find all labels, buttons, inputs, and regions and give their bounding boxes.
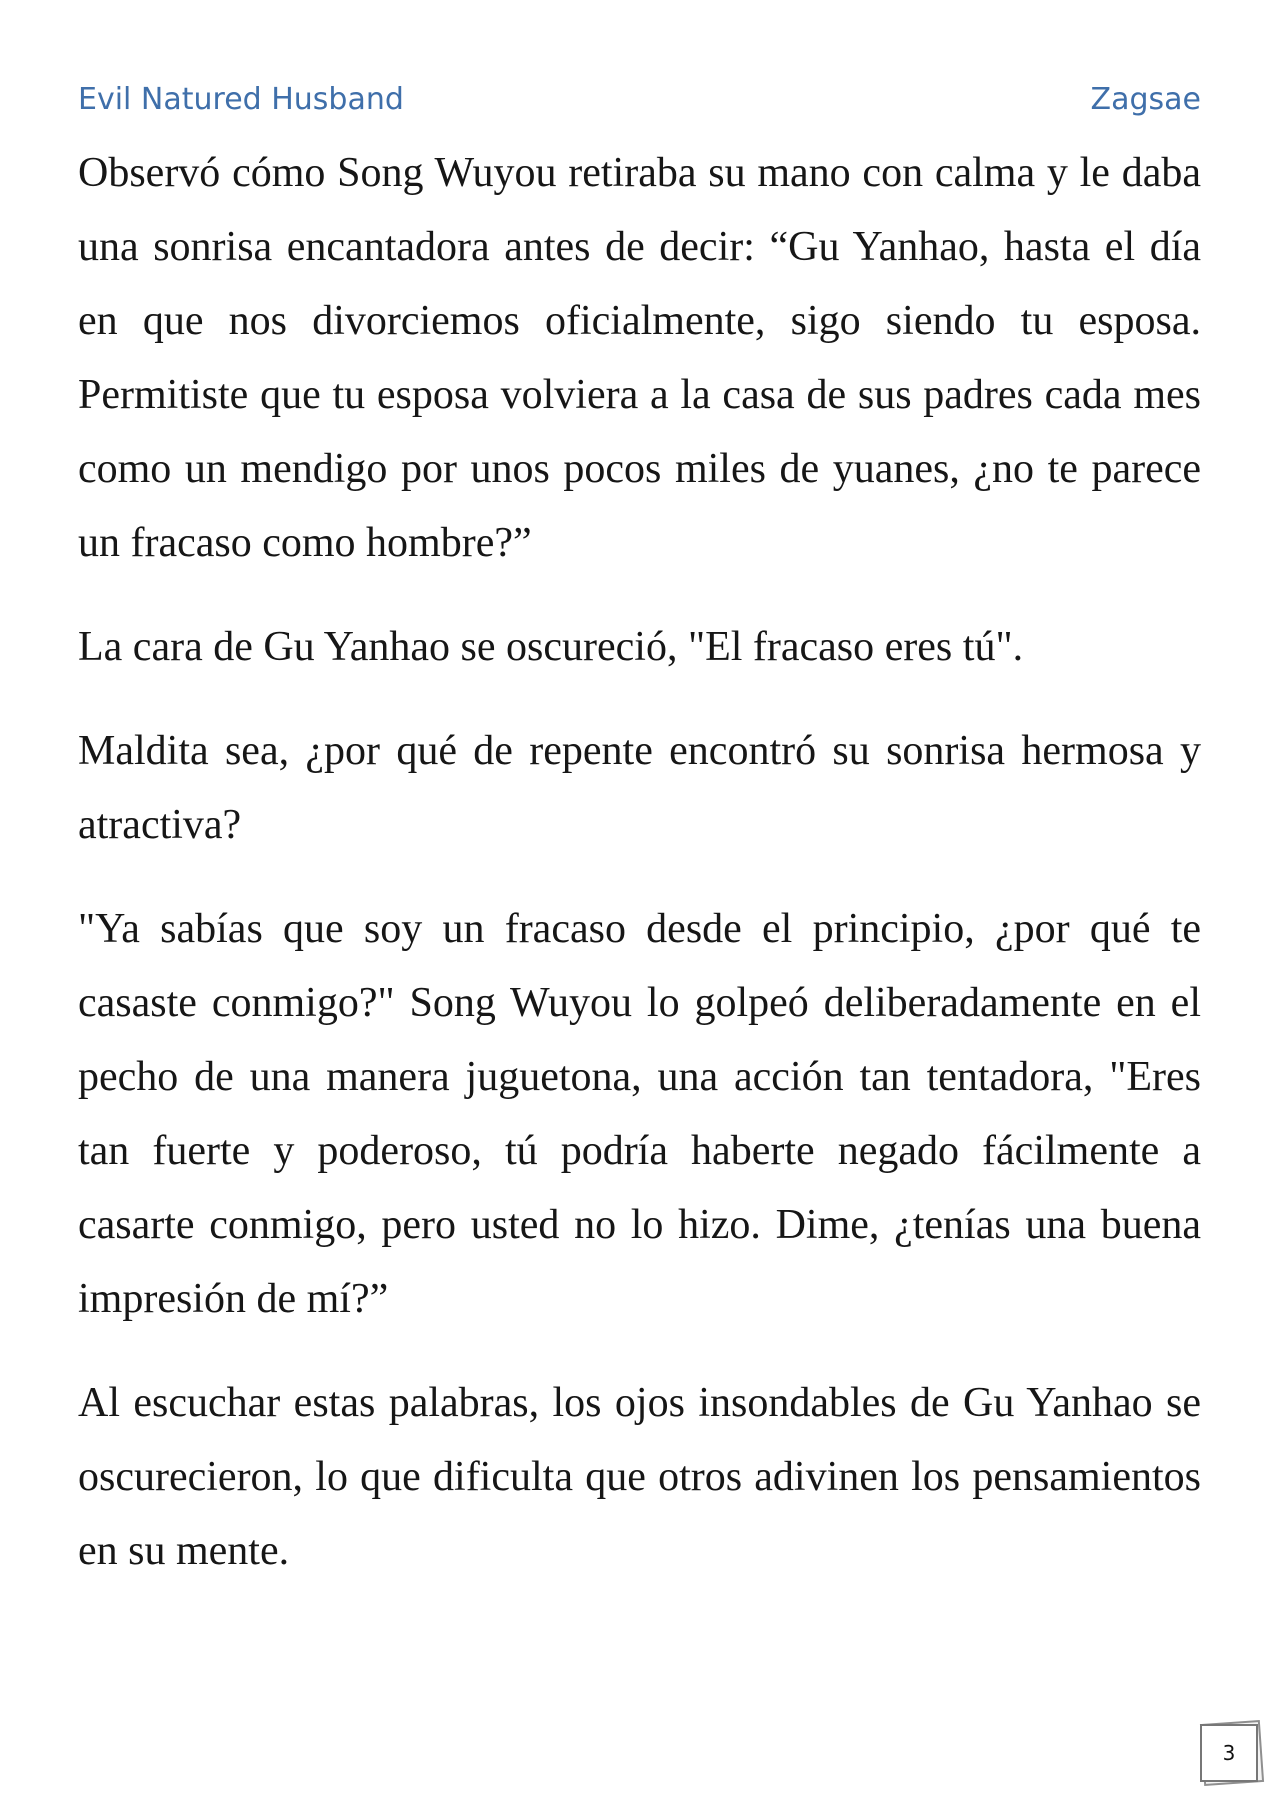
paragraph-5: Al escuchar estas palabras, los ojos insondables de Gu Yanhao se oscurecieron, lo que dificulta que otros adivinen los pensamientos en su mente. (78, 1380, 1201, 1574)
paragraph-2: La cara de Gu Yanhao se oscureció, "El fracaso eres tú". (78, 624, 1024, 670)
page-number: 3 (1200, 1724, 1258, 1782)
paragraph-4: "Ya sabías que soy un fracaso desde el principio, ¿por qué te casaste conmigo?" Song Wuyou lo golpeó deliberadamente en el pecho de una manera juguetona, una acción tan tentadora, "Eres tan fuerte y poderoso, tú podría haberte negado fácilmente a casarte conmigo, pero usted no lo hizo. Dime, ¿tenías una buena impresión de mí?” (78, 906, 1201, 1322)
book-title: Evil Natured Husband (78, 82, 404, 117)
paragraph-3: Maldita sea, ¿por qué de repente encontró su sonrisa hermosa y atractiva? (78, 728, 1201, 848)
running-header (78, 78, 1201, 122)
paragraph-1: Observó cómo Song Wuyou retiraba su mano con calma y le daba una sonrisa encantadora antes de decir: “Gu Yanhao, hasta el día en que nos divorciemos oficialmente, sigo siendo tu esposa. Permitiste que tu esposa volviera a la casa de sus padres cada mes como un mendigo por unos pocos miles de yuanes, ¿no te parece un fracaso como hombre?” (78, 150, 1201, 566)
author-name: Zagsae (1090, 82, 1201, 117)
page-number-badge (1198, 1720, 1264, 1786)
chapter-body (78, 136, 1201, 1618)
